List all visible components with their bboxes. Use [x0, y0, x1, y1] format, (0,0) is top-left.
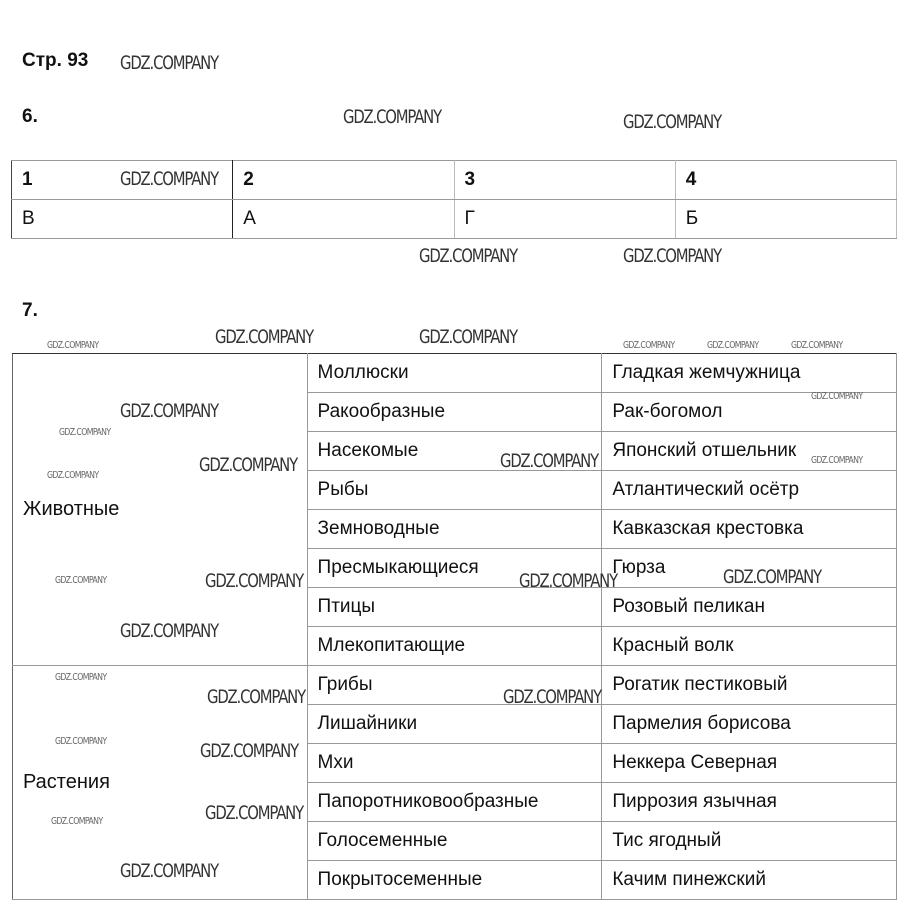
watermark: GDZ.COMPANY: [707, 340, 759, 351]
watermark: GDZ.COMPANY: [120, 400, 218, 422]
watermark: GDZ.COMPANY: [205, 570, 303, 592]
category-cell: Ракообразные: [307, 393, 602, 432]
watermark: GDZ.COMPANY: [503, 686, 601, 708]
example-cell: Розовый пеликан: [602, 588, 897, 627]
example-cell: Кавказская крестовка: [602, 510, 897, 549]
category-cell: Голосеменные: [307, 822, 602, 861]
watermark: GDZ.COMPANY: [215, 326, 313, 348]
example-cell: Рогатик пестиковый: [602, 666, 897, 705]
watermark: GDZ.COMPANY: [811, 391, 863, 402]
watermark: GDZ.COMPANY: [55, 672, 107, 683]
category-cell: Рыбы: [307, 471, 602, 510]
category-cell: Млекопитающие: [307, 627, 602, 666]
watermark: GDZ.COMPANY: [120, 168, 218, 190]
header-cell: 3: [454, 161, 675, 200]
watermark: GDZ.COMPANY: [419, 326, 517, 348]
watermark: GDZ.COMPANY: [200, 740, 298, 762]
header-cell: 4: [675, 161, 896, 200]
header-cell: 1: [12, 161, 233, 200]
watermark: GDZ.COMPANY: [623, 245, 721, 267]
watermark: GDZ.COMPANY: [623, 340, 675, 351]
watermark: GDZ.COMPANY: [47, 340, 99, 351]
answer-cell: А: [233, 200, 454, 239]
watermark: GDZ.COMPANY: [199, 454, 297, 476]
table-row: [13, 666, 897, 705]
category-cell: Грибы: [307, 666, 602, 705]
answer-cell: Г: [454, 200, 675, 239]
watermark: GDZ.COMPANY: [343, 106, 441, 128]
example-cell: Пармелия борисова: [602, 705, 897, 744]
example-cell: Японский отшельник: [602, 432, 897, 471]
example-cell: Неккера Северная: [602, 744, 897, 783]
category-cell: Земноводные: [307, 510, 602, 549]
table-header-row: [12, 161, 897, 200]
watermark: GDZ.COMPANY: [120, 860, 218, 882]
example-cell: Тис ягодный: [602, 822, 897, 861]
category-cell: Моллюски: [307, 354, 602, 393]
example-cell: Атлантический осётр: [602, 471, 897, 510]
task-7-number: 7.: [22, 300, 38, 321]
task-6-answer-table: [11, 160, 897, 239]
table-row: [12, 200, 897, 239]
watermark: GDZ.COMPANY: [811, 455, 863, 466]
watermark: GDZ.COMPANY: [519, 570, 617, 592]
watermark: GDZ.COMPANY: [723, 566, 821, 588]
example-cell: Красный волк: [602, 627, 897, 666]
example-cell: Рак-богомол: [602, 393, 897, 432]
watermark: GDZ.COMPANY: [120, 52, 218, 74]
watermark: GDZ.COMPANY: [59, 427, 111, 438]
header-cell: 2: [233, 161, 454, 200]
watermark: GDZ.COMPANY: [120, 620, 218, 642]
watermark: GDZ.COMPANY: [51, 816, 103, 827]
example-cell: Гюрза: [602, 549, 897, 588]
category-cell: Птицы: [307, 588, 602, 627]
example-cell: Пиррозия язычная: [602, 783, 897, 822]
watermark: GDZ.COMPANY: [419, 245, 517, 267]
watermark: GDZ.COMPANY: [207, 686, 305, 708]
watermark: GDZ.COMPANY: [55, 736, 107, 747]
group-cell: Растения: [13, 666, 308, 900]
watermark: GDZ.COMPANY: [623, 111, 721, 133]
table-row: [13, 354, 897, 393]
category-cell: Мхи: [307, 744, 602, 783]
group-cell: Животные: [13, 354, 308, 666]
category-cell: Папоротниковообразные: [307, 783, 602, 822]
answer-cell: В: [12, 200, 233, 239]
watermark: GDZ.COMPANY: [205, 802, 303, 824]
watermark: GDZ.COMPANY: [55, 575, 107, 586]
category-cell: Лишайники: [307, 705, 602, 744]
watermark: GDZ.COMPANY: [500, 450, 598, 472]
watermark: GDZ.COMPANY: [791, 340, 843, 351]
category-cell: Пресмыкающиеся: [307, 549, 602, 588]
category-cell: Покрытосеменные: [307, 861, 602, 900]
task-6-number: 6.: [22, 106, 38, 127]
answer-cell: Б: [675, 200, 896, 239]
watermark: GDZ.COMPANY: [47, 470, 99, 481]
task-7-classification-table: [12, 353, 897, 900]
category-cell: Насекомые: [307, 432, 602, 471]
example-cell: Качим пинежский: [602, 861, 897, 900]
page-title: Стр. 93: [22, 50, 89, 71]
example-cell: Гладкая жемчужница: [602, 354, 897, 393]
